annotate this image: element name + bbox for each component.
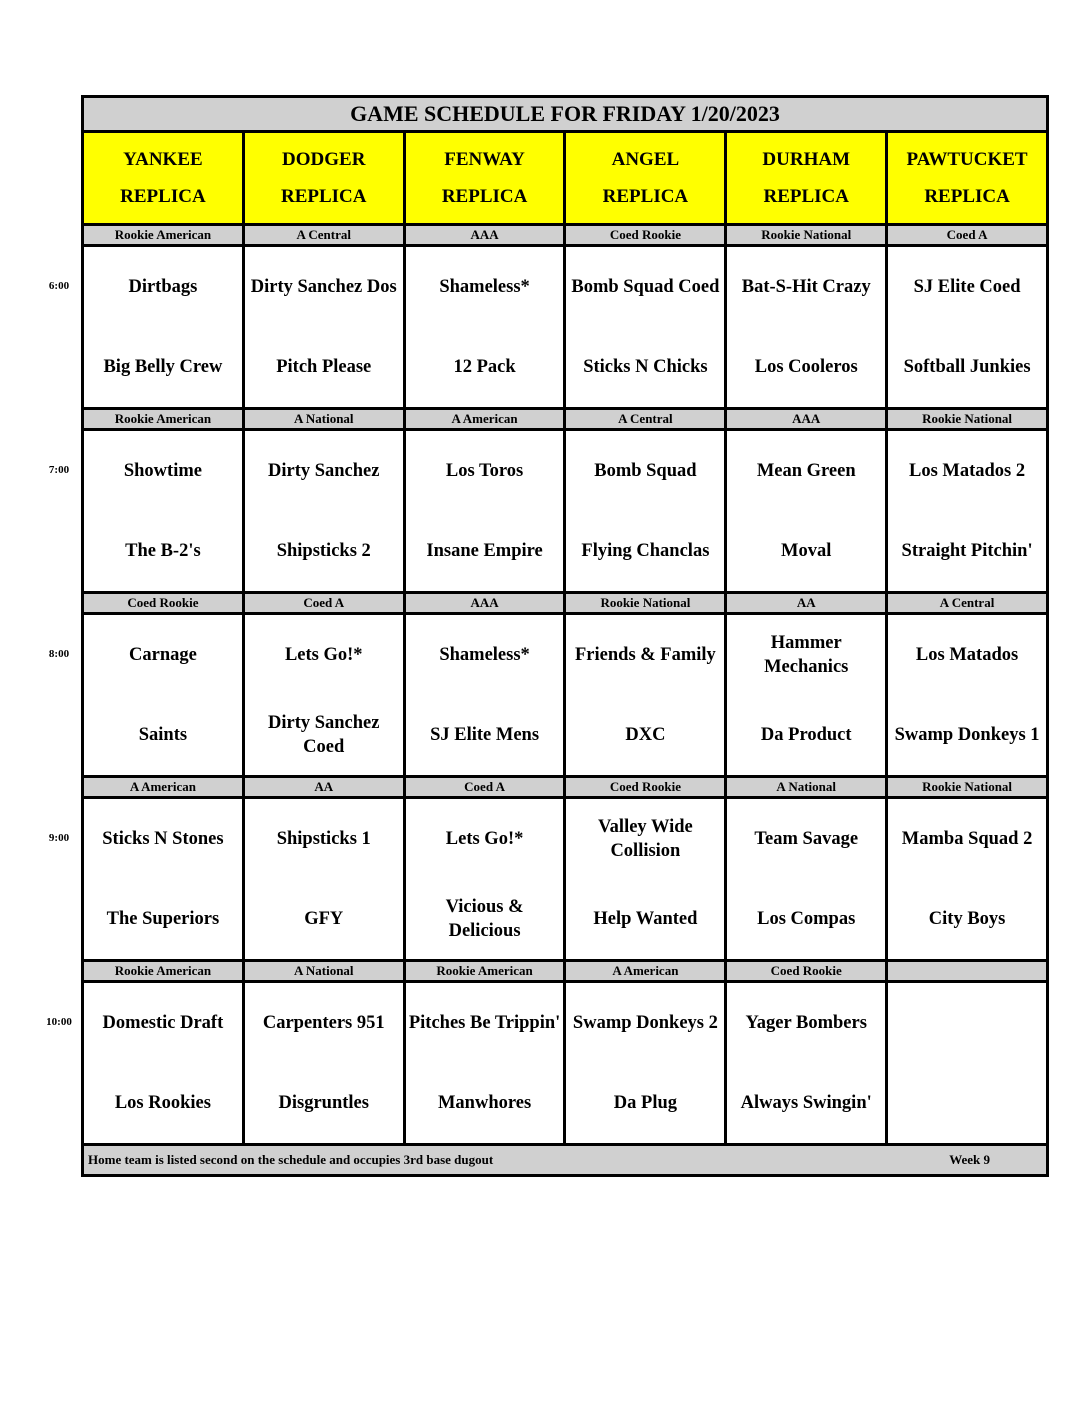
- home-team: Manwhores: [437, 1093, 532, 1113]
- home-team: Shipsticks 2: [276, 541, 371, 561]
- field-header-fenway: [404, 132, 565, 225]
- field-name: DODGER: [282, 149, 366, 170]
- field-header-dodger: [243, 132, 404, 225]
- footer-cell: [83, 1145, 1048, 1176]
- home-team: Los Cooleros: [754, 357, 858, 377]
- away-team: Los Toros: [445, 461, 524, 481]
- division-label: AAA: [404, 225, 565, 246]
- away-team: Lets Go!*: [284, 645, 363, 665]
- home-team: SJ Elite Mens: [430, 725, 540, 745]
- division-label: A American: [83, 777, 244, 798]
- home-team: The Superiors: [106, 909, 220, 929]
- time-label: 9:00: [48, 832, 70, 844]
- division-label: Coed A: [887, 225, 1048, 246]
- division-row: [83, 777, 1048, 798]
- away-team: Los Matados 2: [908, 461, 1026, 481]
- away-team: Friends & Family: [575, 645, 716, 665]
- field-name: YANKEE: [123, 149, 203, 170]
- division-label: A National: [243, 409, 404, 430]
- division-label: A National: [726, 777, 887, 798]
- home-team: Da Plug: [613, 1093, 677, 1113]
- division-label: A American: [565, 961, 726, 982]
- time-label: 7:00: [48, 464, 70, 476]
- schedule-sheet: [81, 95, 1049, 1177]
- game-row: [83, 798, 1048, 961]
- away-team: Yager Bombers: [745, 1013, 867, 1033]
- away-team: Los Matados: [915, 645, 1019, 665]
- home-team: Los Compas: [757, 909, 856, 929]
- home-team: Straight Pitchin': [901, 541, 1033, 561]
- away-team: Mean Green: [756, 461, 856, 481]
- away-team: Carpenters 951: [262, 1013, 385, 1033]
- field-name: DURHAM: [762, 149, 851, 170]
- field-header-row: [83, 132, 1048, 225]
- game-cell: [83, 430, 244, 593]
- home-team: Big Belly Crew: [103, 357, 223, 377]
- away-team: Bomb Squad: [594, 461, 697, 481]
- game-cell: [83, 982, 244, 1145]
- division-row: [83, 409, 1048, 430]
- field-header-durham: [726, 132, 887, 225]
- game-cell: [726, 614, 887, 777]
- away-team: Hammer Mechanics: [764, 633, 849, 677]
- time-label: 6:00: [48, 280, 70, 292]
- away-team: Dirtbags: [128, 277, 198, 297]
- division-row: [83, 593, 1048, 614]
- game-row: [83, 246, 1048, 409]
- field-name: FENWAY: [444, 149, 525, 170]
- away-team: Shameless*: [439, 277, 530, 297]
- footer-note: Home team is listed second on the schedule and occupies 3rd base dugout: [88, 1152, 494, 1167]
- home-team: Swamp Donkeys 1: [894, 725, 1040, 745]
- home-team: DXC: [625, 725, 666, 745]
- game-cell: [243, 614, 404, 777]
- game-cell: [887, 982, 1048, 1145]
- game-cell: [887, 798, 1048, 961]
- schedule-table: [81, 95, 1049, 1177]
- game-cell: [83, 798, 244, 961]
- home-team: [888, 1063, 1046, 1143]
- field-header-pawtucket: [887, 132, 1048, 225]
- away-team: Bomb Squad Coed: [571, 277, 720, 297]
- home-team: Moval: [781, 541, 832, 561]
- division-label: AAA: [726, 409, 887, 430]
- home-team: Help Wanted: [593, 909, 698, 929]
- home-team: Pitch Please: [276, 357, 372, 377]
- game-cell: [726, 798, 887, 961]
- time-label: 10:00: [46, 1016, 72, 1028]
- game-cell: [565, 614, 726, 777]
- game-cell: [404, 246, 565, 409]
- time-label: 8:00: [48, 648, 70, 660]
- division-label: [887, 961, 1048, 982]
- home-team: The B-2's: [125, 541, 201, 561]
- division-label: Coed Rookie: [83, 593, 244, 614]
- division-label: Rookie American: [404, 961, 565, 982]
- schedule-title: GAME SCHEDULE FOR FRIDAY 1/20/2023: [83, 97, 1048, 132]
- field-subtitle: REPLICA: [924, 186, 1010, 207]
- game-cell: [404, 798, 565, 961]
- home-team: Flying Chanclas: [581, 541, 710, 561]
- division-label: A National: [243, 961, 404, 982]
- field-header-angel: [565, 132, 726, 225]
- division-label: Coed Rookie: [726, 961, 887, 982]
- game-cell: [404, 614, 565, 777]
- game-cell: [243, 798, 404, 961]
- home-team: Vicious & Delicious: [445, 897, 524, 941]
- home-team: Da Product: [760, 725, 852, 745]
- game-cell: [565, 246, 726, 409]
- away-team: [888, 983, 1046, 1063]
- home-team: 12 Pack: [453, 357, 516, 377]
- away-team: Dirty Sanchez Dos: [250, 277, 397, 297]
- away-team: Carnage: [129, 645, 197, 665]
- home-team: City Boys: [928, 909, 1006, 929]
- game-cell: [887, 430, 1048, 593]
- division-label: AAA: [404, 593, 565, 614]
- away-team: Valley Wide Collision: [598, 817, 693, 861]
- week-label: Week 9: [949, 1152, 990, 1167]
- field-name: PAWTUCKET: [906, 149, 1028, 170]
- game-cell: [83, 614, 244, 777]
- game-cell: [243, 430, 404, 593]
- division-label: Rookie National: [726, 225, 887, 246]
- home-team: Insane Empire: [426, 541, 543, 561]
- division-label: Coed Rookie: [565, 777, 726, 798]
- game-cell: [565, 798, 726, 961]
- division-label: Coed A: [404, 777, 565, 798]
- away-team: Domestic Draft: [102, 1013, 224, 1033]
- division-label: Rookie American: [83, 961, 244, 982]
- footer-row: [83, 1145, 1048, 1176]
- game-cell: [404, 430, 565, 593]
- home-team: Los Rookies: [114, 1093, 211, 1113]
- home-team: Sticks N Chicks: [583, 357, 708, 377]
- home-team: Saints: [138, 725, 188, 745]
- game-row: [83, 982, 1048, 1145]
- division-label: Rookie National: [565, 593, 726, 614]
- division-label: Rookie American: [83, 225, 244, 246]
- game-cell: [565, 430, 726, 593]
- field-subtitle: REPLICA: [280, 186, 367, 207]
- division-label: A Central: [243, 225, 404, 246]
- division-label: A American: [404, 409, 565, 430]
- division-label: Coed Rookie: [565, 225, 726, 246]
- home-team: Always Swingin': [740, 1093, 872, 1113]
- field-subtitle: REPLICA: [602, 186, 689, 207]
- division-label: Rookie National: [887, 777, 1048, 798]
- game-cell: [83, 246, 244, 409]
- home-team: Dirty Sanchez Coed: [267, 713, 380, 757]
- away-team: SJ Elite Coed: [913, 277, 1021, 297]
- game-cell: [404, 982, 565, 1145]
- away-team: Shipsticks 1: [276, 829, 371, 849]
- division-label: Rookie National: [887, 409, 1048, 430]
- division-row: [83, 961, 1048, 982]
- away-team: Pitches Be Trippin': [408, 1013, 561, 1033]
- home-team: Softball Junkies: [903, 357, 1031, 377]
- field-subtitle: REPLICA: [120, 186, 206, 207]
- away-team: Swamp Donkeys 2: [572, 1013, 718, 1033]
- division-label: A Central: [887, 593, 1048, 614]
- division-label: AA: [243, 777, 404, 798]
- away-team: Bat-S-Hit Crazy: [741, 277, 871, 297]
- game-row: [83, 430, 1048, 593]
- game-cell: [243, 246, 404, 409]
- division-row: [83, 225, 1048, 246]
- away-team: Showtime: [123, 461, 202, 481]
- division-label: A Central: [565, 409, 726, 430]
- game-row: [83, 614, 1048, 777]
- game-cell: [565, 982, 726, 1145]
- game-cell: [243, 982, 404, 1145]
- field-name: ANGEL: [611, 149, 680, 170]
- field-header-yankee: [83, 132, 244, 225]
- field-subtitle: REPLICA: [763, 186, 849, 207]
- away-team: Team Savage: [754, 829, 859, 849]
- away-team: Mamba Squad 2: [901, 829, 1033, 849]
- away-team: Shameless*: [439, 645, 530, 665]
- division-label: Rookie American: [83, 409, 244, 430]
- game-cell: [726, 246, 887, 409]
- home-team: GFY: [304, 909, 344, 929]
- game-cell: [726, 982, 887, 1145]
- game-cell: [887, 614, 1048, 777]
- away-team: Dirty Sanchez: [267, 461, 380, 481]
- field-subtitle: REPLICA: [441, 186, 528, 207]
- division-label: Coed A: [243, 593, 404, 614]
- away-team: Sticks N Stones: [102, 829, 224, 849]
- game-cell: [887, 246, 1048, 409]
- game-cell: [726, 430, 887, 593]
- division-label: AA: [726, 593, 887, 614]
- home-team: Disgruntles: [278, 1093, 369, 1113]
- away-team: Lets Go!*: [445, 829, 524, 849]
